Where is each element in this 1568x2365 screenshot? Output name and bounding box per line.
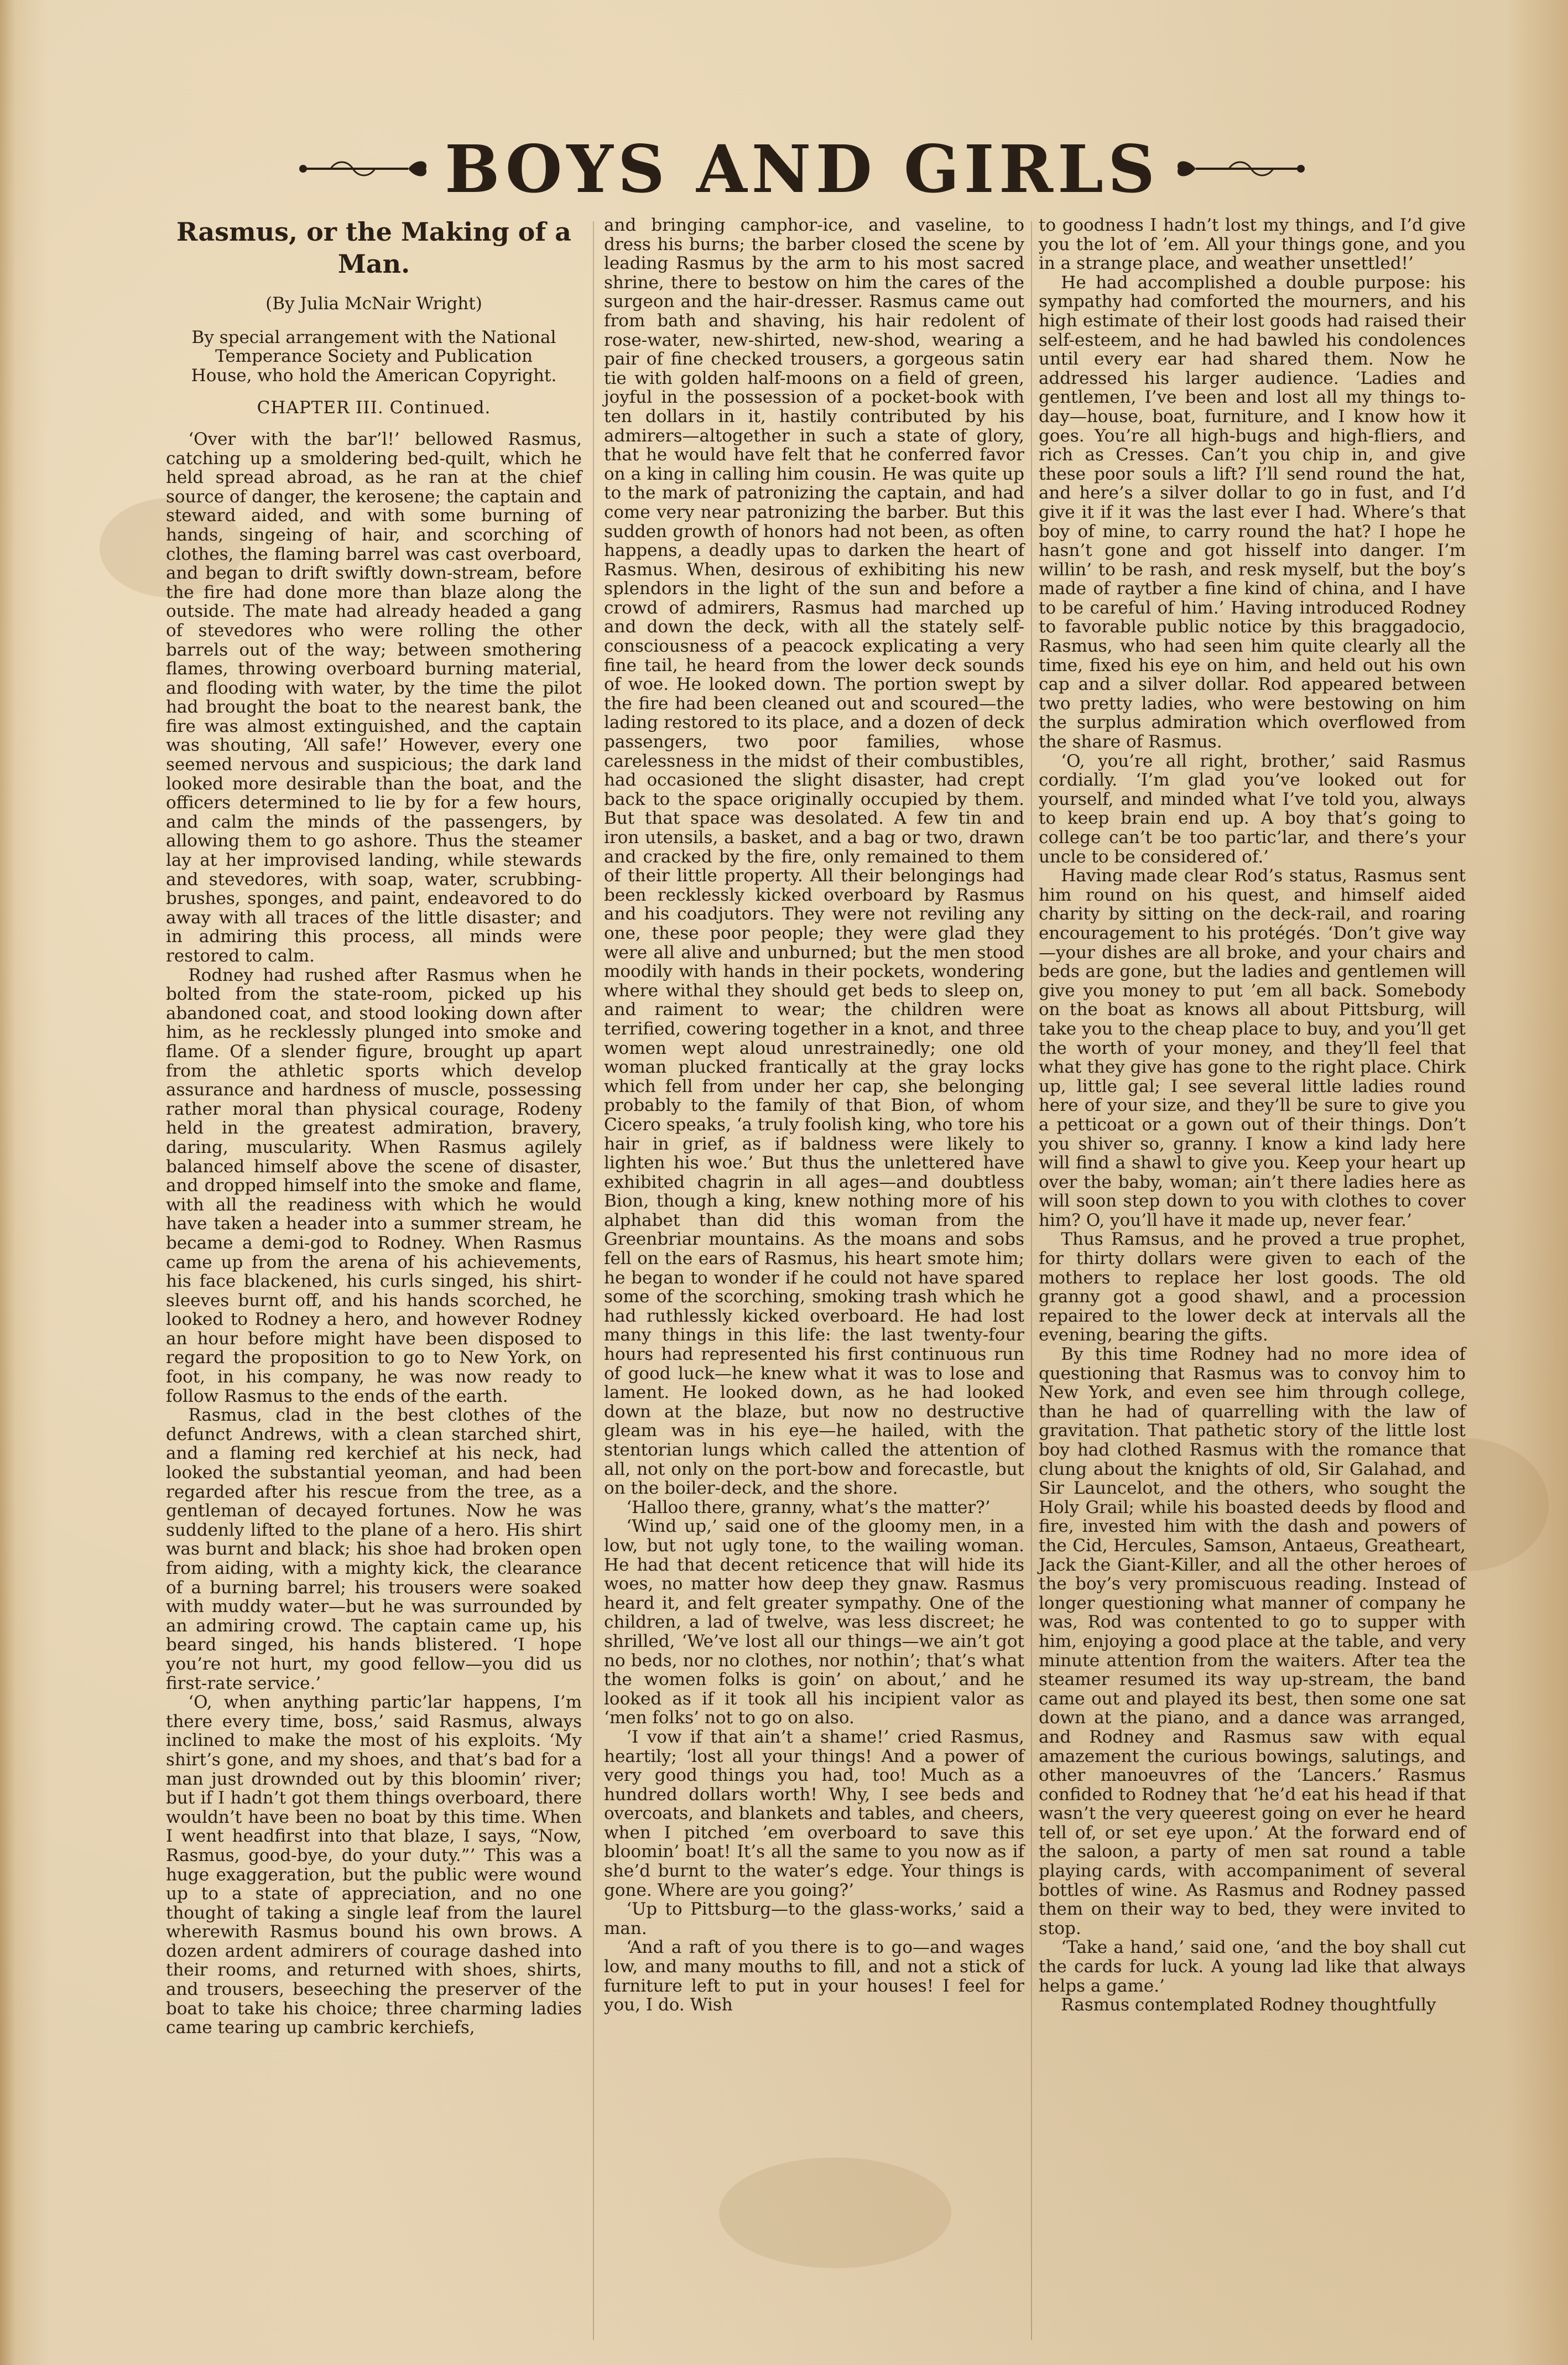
paragraph: ‘Take a hand,’ said one, ‘and the boy shall cut the cards for luck. A young lad like that always helps a game.’ [1039,1937,1466,1996]
paragraph: ‘I vow if that ain’t a shame!’ cried Rasmus, heartily; ‘lost all your things! And a power of very good things you had, too! Much as a hundred dollars worth! Why, I see beds and overcoats, and blankets and tables, and cheers, when I pitched ’em overboard to save this bloomin’ boat! It’s all the same to you now as if she’d burnt to the water’s edge. Your things is gone. Where are you going?’ [604,1727,1024,1900]
column-rule [1031,221,1032,2340]
paragraph: ‘Wind up,’ said one of the gloomy men, in a low, but not ugly tone, to the wailing woman. He had that decent reticence that will hide its woes, no matter how deep they gnaw. Rasmus heard it, and felt greater sympathy. One of the children, a lad of twelve, was less discreet; he shrilled, ‘We’ve lost all our things—we ain’t got no beds, nor no clothes, nor nothin’; that’s what the women folks is goin’ on about,’ and he looked as if it took all his incipient valor as ‘men folks’ not to go on also. [604,1516,1024,1728]
column-1 [166,216,582,2037]
section-title: BOYS AND GIRLS [444,130,1160,207]
paragraph: ‘Halloo there, granny, what’s the matter?’ [626,1497,991,1517]
section-masthead [277,130,1327,207]
paragraph: Rasmus, clad in the best clothes of the defunct Andrews, with a clean starched shirt, and a flaming red kerchief at his neck, had looked the substantial yeoman, and had been regarded after his rescue from the tree, as a gentleman of decayed fortunes. Now he was suddenly lifted to the plane of a hero. His shirt was burnt and black; his shoe had broken open from aiding, with a mighty kick, the clearance of a burning barrel; his trousers were soaked with muddy water—but he was surrounded by an admiring crowd. The captain came up, his beard singed, his hands blistered. ‘I hope you’re not hurt, my good fellow—you did us first-rate service.’ [166,1405,582,1693]
paragraph: ‘O, you’re all right, brother,’ said Rasmus cordially. ‘I’m glad you’ve looked out for yourself, and minded what I’ve told you, always to keep brain end up. A boy that’s going to college can’t be too partic’lar, and there’s your uncle to be considered of.’ [1039,751,1466,867]
paragraph: Rasmus contemplated Rodney thoughtfully [1061,1995,1436,2015]
paragraph: ‘O, when anything partic’lar happens, I’m there every time, boss,’ said Rasmus, always inclined to make the most of his exploits. ‘My shirt’s gone, and my shoes, and that’s bad for a man just drownded out by this bloomin’ river; but if I hadn’t got them things overboard, there wouldn’t have been no boat by this time. When I went headfirst into that blaze, I says, “Now, Rasmus, good-bye, do your duty.”’ This was a huge exaggeration, but the public were wound up to a state of appreciation, and no one thought of taking a single leaf from the laurel wherewith Rasmus bound his own brows. A dozen ardent admirers of courage dashed into their rooms, and returned with shoes, shirts, and trousers, beseeching the preserver of the boat to take his choice; three charming ladies came tearing up cambric kerchiefs, [166,1692,582,2038]
paragraph: to goodness I hadn’t lost my things, and I’d give you the lot of ’em. All your things gone, and you in a strange place, and weather unsettled!’ [1039,215,1466,274]
column-2 [604,216,1024,2015]
byline: (By Julia McNair Wright) [265,294,482,314]
paragraph: ‘Over with the bar’l!’ bellowed Rasmus, catching up a smoldering bed-quilt, which he held spread abroad, as he ran at the chief source of danger, the kerosene; the captain and steward aided, and with some burning of hands, singeing of hair, and scorching of clothes, the flaming barrel was cast overboard, and began to drift swiftly down-stream, before the fire had done more than blaze along the outside. The mate had already headed a gang of stevedores who were rolling the other barrels out of the way; between smothering flames, throwing overboard burning material, and flooding with water, by the time the pilot had brought the boat to the nearest bank, the fire was almost extinguished, and the captain was shouting, ‘All safe!’ However, every one seemed nervous and suspicious; the dark land looked more desirable than the boat, and the officers determined to lie by for a few hours, and calm the minds of the passengers, by allowing them to go ashore. Thus the steamer lay at her improvised landing, while stewards and stevedores, with soap, water, scrubbing-brushes, sponges, and paint, endeavored to do away with all traces of the little disaster; and in admiring this process, all minds were restored to calm. [166,429,582,966]
story-title: Rasmus, or the Making of a Man. [176,217,571,279]
paper-stain [719,2158,951,2268]
column-3 [1039,216,1466,2015]
column-rule [593,221,594,2340]
paragraph: ‘And a raft of you there is to go—and wages low, and many mouths to fill, and not a stick of furniture left to put in your houses! I feel for you, I do. Wish [604,1937,1024,2015]
paragraph: and bringing camphor-ice, and vaseline, to dress his burns; the barber closed the scene by leading Rasmus by the arm to his most sacred shrine, there to bestow on him the cares of the surgeon and the hair-dresser. Rasmus came out from bath and shaving, his hair redolent of rose-water, new-shirted, new-shod, wearing a pair of fine checked trousers, a gorgeous satin tie with golden half-moons on a field of green, joyful in the possession of a pocket-book with ten dollars in it, hastily contributed by his admirers—altogether in such a state of glory, that he would have felt that he conferred favor on a king in calling him cousin. He was quite up to the mark of patronizing the captain, and had come very near patronizing the barber. But this sudden growth of honors had not been, as often happens, a deadly upas to darken the heart of Rasmus. When, desirous of exhibiting his new splendors in the light of the sun and before a crowd of admirers, Rasmus had marched up and down the deck, with all the stately self-consciousness of a peacock explicating a very fine tail, he heard from the lower deck sounds of woe. He looked down. The portion swept by the fire had been cleaned out and scoured—the lading restored to its place, and a dozen of deck passengers, two poor families, whose carelessness in the midst of their combustibles, had occasioned the slight disaster, had crept back to the space originally occupied by them. But that space was desolated. A few tin and iron utensils, a basket, and a bag or two, drawn and cracked by the fire, only remained to them of their little property. All their belongings had been recklessly kicked overboard by Rasmus and his coadjutors. They were not reviling any one, these poor people; they were glad they were all alive and unburned; but the men stood moodily with hands in their pockets, wondering where withal they should get beds to sleep on, and raiment to wear; the children were terrified, cowering together in a knot, and three women wept aloud unrestrainedly; one old woman plucked frantically at the gray locks which fell from under her cap, she belonging probably to the family of that Bion, of whom Cicero speaks, ‘a truly foolish king, who tore his hair in grief, as if baldness were likely to lighten his woe.’ But thus the unlettered have exhibited chagrin in all ages—and doubtless Bion, though a king, knew nothing more of his alphabet than did this woman from the Greenbriar mountains. As the moans and sobs fell on the ears of Rasmus, his heart smote him; he began to wonder if he could not have spared some of the scorching, smoking trash which he had ruthlessly kicked overboard. He had lost many things in this life: the last twenty-four hours had represented his first continuous run of good luck—he knew what it was to lose and lament. He looked down, as he had looked down at the blaze, but now no destructive gleam was in his eye—he hailed, with the stentorian lungs which called the attention of all, not only on the port-bow and forecastle, but on the boiler-deck, and the shore. [604,215,1024,1499]
left-scroll-ornament [298,152,430,185]
paragraph: Rodney had rushed after Rasmus when he bolted from the state-room, picked up his abandoned coat, and stood looking down after him, as he recklessly plunged into smoke and flame. Of a slender figure, brought up apart from the athletic sports which develop assurance and hardness of muscle, possessing rather moral than physical courage, Rodeny held in the greatest admiration, bravery, daring, muscularity. When Rasmus agilely balanced himself above the scene of disaster, and dropped himself into the smoke and flame, with all the readiness with which he would have taken a header into a summer stream, he became a demi-god to Rodney. When Rasmus came up from the arena of his achievements, his face blackened, his curls singed, his shirt-sleeves burnt off, and his hands scorched, he looked to Rodney a hero, and however Rodney an hour before might have been disposed to regard the proposition to go to New York, on foot, in his company, he was now ready to follow Rasmus to the ends of the earth. [166,965,582,1406]
paragraph: ‘Up to Pittsburg—to the glass-works,’ said a man. [604,1899,1024,1938]
paragraph: Having made clear Rod’s status, Rasmus sent him round on his quest, and himself aided charity by sitting on the deck-rail, and roaring encouragement to his protégés. ‘Don’t give way—your dishes are all broke, and your chairs and beds are gone, but the ladies and gentlemen will give you money to put ’em all back. Somebody on the boat as knows all about Pittsburg, will take you to the cheap place to buy, and you’ll get the worth of your money, and they’ll feel that what they give has gone to the right place. Chirk up, little gal; I see several little ladies round here of your size, and they’ll be sure to give you a petticoat or a gown out of their things. Don’t you shiver so, granny. I know a kind lady here will find a shawl to give you. Keep your heart up over the baby, woman; ain’t there ladies here as will soon step down to you with clothes to cover him? O, you’ll have it made up, never fear.’ [1039,866,1466,1230]
paragraph: He had accomplished a double purpose: his sympathy had comforted the mourners, and his high estimate of their lost goods had raised their self-esteem, and he had bawled his condolences until every ear had shared them. Now he addressed his larger audience. ‘Ladies and gentlemen, I’ve been and lost all my things to-day—house, boat, furniture, and I know how it goes. You’re all high-bugs and high-fliers, and rich as Cresses. Can’t you chip in, and give these poor souls a lift? I’ll send round the hat, and here’s a silver dollar to go in fust, and I’d give it if it was the last ever I had. Where’s that boy of mine, to carry round the hat? I hope he hasn’t gone and got hisself into danger. I’m willin’ to be rash, and resk myself, but the boy’s made of raytber a fine kind of china, and I have to be careful of him.’ Having introduced Rodney to favorable public notice by this braggadocio, Rasmus, who had seen him quite clearly all the time, fixed his eye on him, and held out his own cap and a silver dollar. Rod appeared between two pretty ladies, who were bestowing on him the surplus admiration which overflowed from the share of Rasmus. [1039,272,1466,752]
paragraph: By this time Rodney had no more idea of questioning that Rasmus was to convoy him to New York, and even see him through college, than he had of quarrelling with the law of gravitation. That pathetic story of the little lost boy had clothed Rasmus with the romance that clung about the knights of old, Sir Galahad, and Sir Launcelot, and the others, who sought the Holy Grail; while his boasted deeds by flood and fire, invested him with the dash and powers of the Cid, Hercules, Samson, Antaeus, Greatheart, Jack the Giant-Killer, and all the other heroes of the boy’s very promiscuous reading. Instead of longer questioning what manner of company he was, Rod was contented to go to supper with him, enjoying a good place at the table, and very minute attention from the waiters. After tea the steamer resumed its way up-stream, the band came out and played its best, then some one sat down at the piano, and a dance was arranged, and Rodney and Rasmus saw with equal amazement the curious bowings, salutings, and other manoeuvres of the ‘Lancers.’ Rasmus confided to Rodney that ‘he’d eat his head if that wasn’t the very queerest going on ever he heard tell of, or set eye upon.’ At the forward end of the saloon, a party of men sat round a table playing cards, with accompaniment of several bottles of wine. As Rasmus and Rodney passed them on their way to bed, they were invited to stop. [1039,1344,1466,1938]
chapter-heading: CHAPTER III. Continued. [257,398,491,418]
copyright-notice: By special arrangement with the National Temperance Society and Publication House, who hold the American Copyright. [191,327,557,386]
paragraph: Thus Ramsus, and he proved a true prophet, for thirty dollars were given to each of the mothers to replace her lost goods. The old granny got a good shawl, and a procession repaired to the lower deck at intervals all the evening, bearing the gifts. [1039,1229,1466,1345]
right-scroll-ornament [1174,152,1306,185]
